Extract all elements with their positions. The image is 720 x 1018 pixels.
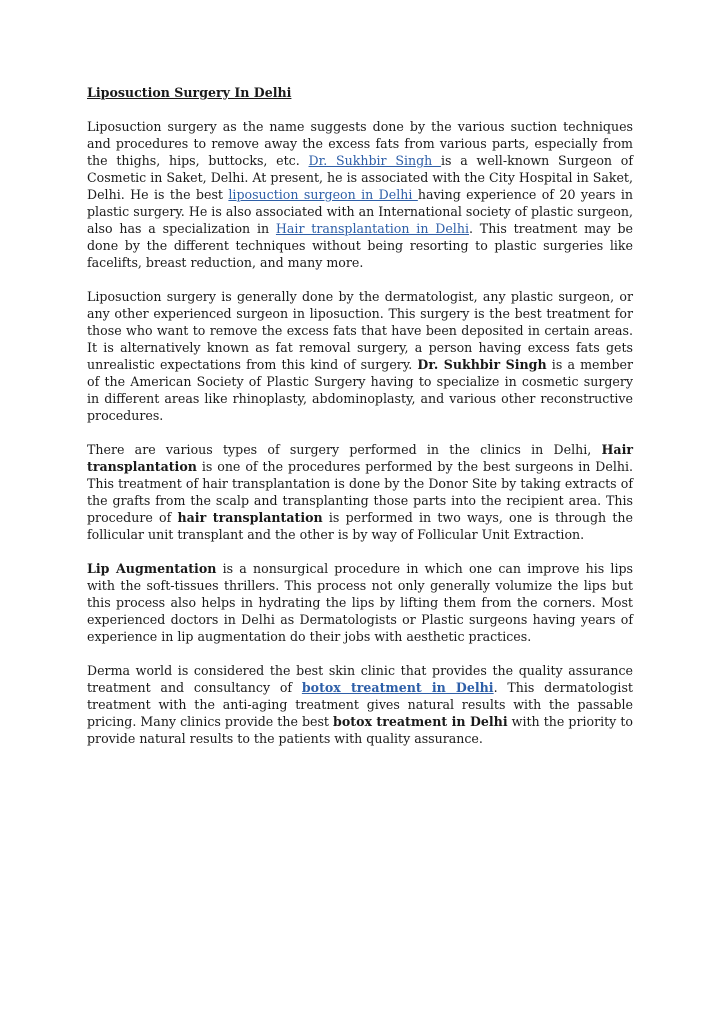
paragraph-text: is one of the procedures performed by the best surgeons in Delhi. This treatment of hair transplantation is done by the Donor Site by taking extracts of the grafts from the scalp and transplanting those parts into the recipient area. This procedure of bbox=[87, 459, 633, 525]
dr-sukhbir-singh-link[interactable]: Dr. Sukhbir Singh bbox=[308, 153, 442, 168]
page-title: Liposuction Surgery In Delhi bbox=[87, 85, 292, 100]
paragraph-text: There are various types of surgery performed in the clinics in Delhi, bbox=[87, 442, 602, 457]
paragraph-liposuction bbox=[87, 288, 633, 424]
paragraph-hair-transplantation bbox=[87, 441, 633, 543]
paragraph-text: Derma world is considered the best skin clinic that provides the quality assurance treatment and consultancy of bbox=[87, 663, 633, 695]
paragraph-lip-augmentation bbox=[87, 560, 633, 645]
hair-transplantation-link[interactable]: Hair transplantation in Delhi bbox=[275, 221, 469, 236]
paragraph-text: with the priority to provide natural results to the patients with quality assurance. bbox=[87, 714, 633, 746]
paragraph-text: having experience of 20 years in plastic surgery. He is also associated with an International society of plastic surgeon, also has a specialization in bbox=[87, 187, 633, 236]
paragraph-text: . This treatment may be done by the different techniques without being resorting to plastic surgeries like facelifts, breast reduction, and many more. bbox=[87, 221, 633, 270]
paragraph-text: Liposuction surgery is generally done by the dermatologist, any plastic surgeon, or any other experienced surgeon in liposuction. This surgery is the best treatment for those who want to remove the excess fats that have been deposited in certain areas. It is alternatively known as fat removal surgery, a person having excess fats gets unrealistic expectations from this kind of surgery. bbox=[87, 289, 633, 372]
bold-text: Lip Augmentation bbox=[87, 561, 217, 576]
paragraph-text: is a well-known Surgeon of Cosmetic in Saket, Delhi. At present, he is associated with the City Hospital in Saket, Delhi. He is the best bbox=[87, 153, 634, 202]
paragraph-text: is performed in two ways, one is through the follicular unit transplant and the other is by way of Follicular Unit Extraction. bbox=[87, 510, 633, 542]
bold-text: hair transplantation bbox=[177, 510, 323, 525]
bold-text: Dr. Sukhbir Singh bbox=[417, 357, 547, 372]
paragraph-text: is a nonsurgical procedure in which one can improve his lips with the soft-tissues thrillers. This process not only generally volumize the lips but this process also helps in hydrating the lips by lifting them from the corners. Most experienced doctors in Delhi as Dermatologists or Plastic surgeons having years of experience in lip augmentation do their jobs with aesthetic practices. bbox=[87, 561, 633, 644]
bold-text: botox treatment in Delhi bbox=[333, 714, 508, 729]
botox-treatment-link[interactable]: botox treatment in Delhi bbox=[301, 680, 494, 695]
paragraph-text: is a member of the American Society of Plastic Surgery having to specialize in cosmetic surgery in different areas like rhinoplasty, abdominoplasty, and various other reconstructive procedures. bbox=[87, 357, 633, 423]
document-page bbox=[87, 84, 633, 764]
bold-text: Hair transplantation bbox=[87, 442, 633, 474]
liposuction-surgeon-link[interactable]: liposuction surgeon in Delhi bbox=[228, 187, 418, 202]
paragraph-intro bbox=[87, 118, 633, 271]
paragraph-text: . This dermatologist treatment with the anti-aging treatment gives natural results with the passable pricing. Many clinics provide the best bbox=[87, 680, 633, 729]
paragraph-text: Liposuction surgery as the name suggests done by the various suction techniques and procedures to remove away the excess fats from various parts, especially from the thighs, hips, buttocks, etc. bbox=[87, 119, 633, 168]
paragraph-botox bbox=[87, 662, 633, 747]
